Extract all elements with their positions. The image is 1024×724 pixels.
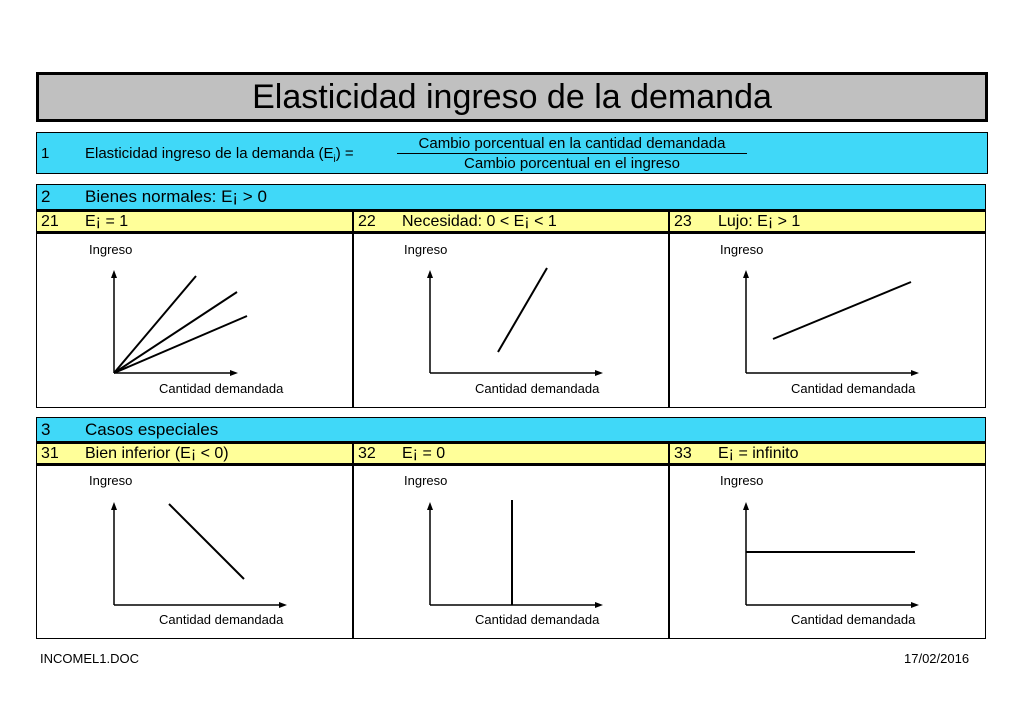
formula-box <box>36 132 988 174</box>
case-22-header: 22 Necesidad: 0 < E¡ < 1 <box>354 212 670 231</box>
y-axis-arrow <box>111 270 117 278</box>
case-32-header: 32 E¡ = 0 <box>354 444 670 463</box>
graph-23 <box>670 234 987 407</box>
curve-line-2 <box>114 292 237 373</box>
x-axis-arrow <box>279 602 287 608</box>
y-axis-label: Ingreso <box>720 242 764 257</box>
section-2-number: 2 <box>41 187 51 206</box>
footer-filename: INCOMEL1.DOC <box>40 651 139 666</box>
curve-line <box>498 268 547 352</box>
curve-line <box>773 282 911 339</box>
y-axis-arrow <box>743 270 749 278</box>
x-axis-arrow <box>230 370 238 376</box>
x-axis-arrow <box>911 370 919 376</box>
formula-label: Elasticidad ingreso de la demanda $(E_i)$ = <box>85 145 354 165</box>
x-axis-label: Cantidad demandada <box>791 612 916 627</box>
row-2-panels <box>36 465 986 639</box>
curve-line <box>169 504 244 579</box>
formula-number: 1 <box>41 145 50 162</box>
row-1-headers <box>36 209 986 234</box>
y-axis-arrow <box>743 502 749 510</box>
section-3-label: Casos especiales <box>85 420 219 439</box>
case-33-header: 33 E¡ = infinito <box>674 445 799 462</box>
formula-denominator: Cambio porcentual en el ingreso <box>464 155 680 172</box>
case-23-header: 23 Lujo: E¡ > 1 <box>674 213 801 230</box>
y-axis-arrow <box>111 502 117 510</box>
curve-line-3 <box>114 316 247 373</box>
y-axis-arrow <box>427 270 433 278</box>
y-axis-label: Ingreso <box>404 242 448 257</box>
x-axis-arrow <box>595 602 603 608</box>
case-31-header: 31 Bien inferior (E¡ < 0) <box>37 444 354 463</box>
graph-22 <box>354 234 670 407</box>
formula-fraction <box>397 135 747 172</box>
y-axis-label: Ingreso <box>89 473 133 488</box>
page-title-text: Elasticidad ingreso de la demanda <box>252 77 772 116</box>
x-axis-label: Cantidad demandada <box>159 381 284 396</box>
graph-31 <box>37 466 354 638</box>
y-axis-label: Ingreso <box>89 242 133 257</box>
graph-21 <box>37 234 354 407</box>
x-axis-label: Cantidad demandada <box>475 381 600 396</box>
x-axis-arrow <box>595 370 603 376</box>
curve-line-1 <box>114 276 196 373</box>
footer-date: 17/02/2016 <box>904 651 970 666</box>
y-axis-label: Ingreso <box>720 473 764 488</box>
formula-numerator: Cambio porcentual en la cantidad demandada <box>397 135 747 154</box>
x-axis-label: Cantidad demandada <box>791 381 916 396</box>
x-axis-arrow <box>911 602 919 608</box>
case-21-header: 21 E¡ = 1 <box>37 212 354 231</box>
y-axis-arrow <box>427 502 433 510</box>
section-2-label: Bienes normales: E¡ > 0 <box>85 187 267 206</box>
x-axis-label: Cantidad demandada <box>475 612 600 627</box>
section-3-number: 3 <box>41 420 51 439</box>
section-3-header <box>36 417 986 443</box>
graph-33 <box>670 466 987 638</box>
row-2-headers <box>36 441 986 466</box>
page-title <box>36 72 988 122</box>
x-axis-label: Cantidad demandada <box>159 612 284 627</box>
row-1-panels <box>36 233 986 408</box>
y-axis-label: Ingreso <box>404 473 448 488</box>
section-2-header <box>36 184 986 210</box>
graph-32 <box>354 466 670 638</box>
